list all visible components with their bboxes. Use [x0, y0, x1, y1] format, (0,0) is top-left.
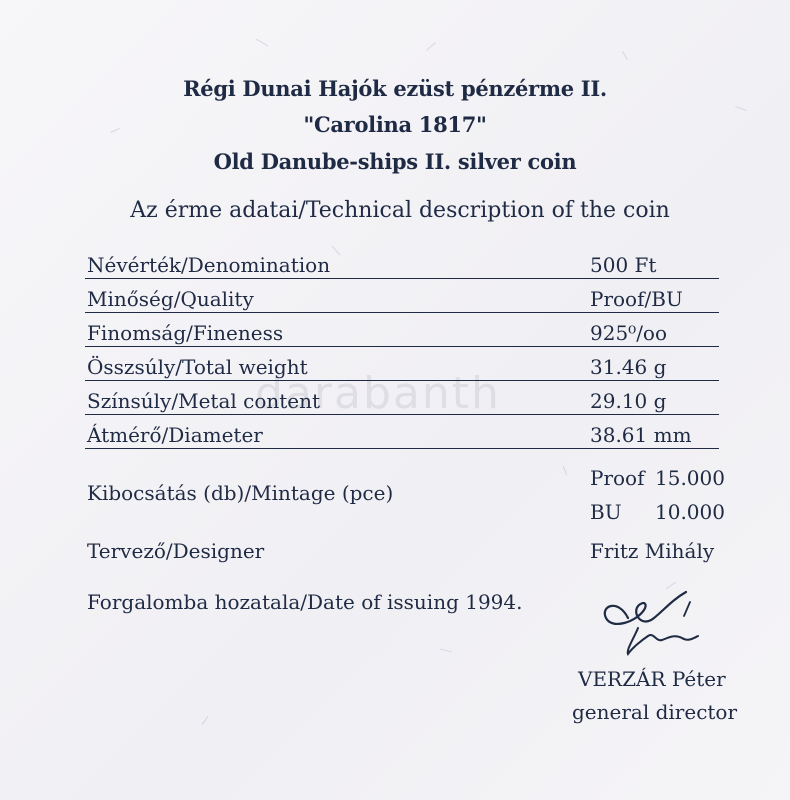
signatory-name: VERZÁR Péter — [578, 667, 726, 691]
mintage-bu-label: BU — [590, 500, 622, 524]
watermark: darabanth — [255, 368, 501, 419]
signatory-title: general director — [572, 700, 738, 724]
title-coin-name: "Carolina 1817" — [303, 112, 487, 137]
row-value: 500 Ft — [590, 253, 657, 277]
paper-fiber — [426, 42, 436, 50]
row-label: Minőség/Quality — [87, 287, 254, 311]
designer-value: Fritz Mihály — [590, 539, 715, 563]
row-label: Átmérő/Diameter — [87, 423, 263, 447]
row-value: 925⁰/oo — [590, 321, 668, 345]
table-row — [85, 279, 719, 313]
mintage-proof-label: Proof — [590, 466, 645, 490]
title-english: Old Danube-ships II. silver coin — [213, 149, 577, 174]
mintage-label: Kibocsátás (db)/Mintage (pce) — [87, 481, 394, 505]
signature — [598, 588, 708, 658]
row-label: Összsúly/Total weight — [87, 355, 308, 379]
mintage-proof-value: 15.000 — [655, 466, 725, 490]
table-row — [85, 245, 719, 279]
title-hungarian: Régi Dunai Hajók ezüst pénzérme II. — [183, 76, 607, 101]
row-label: Finomság/Fineness — [87, 321, 284, 345]
row-value: 31.46 g — [590, 355, 667, 379]
issue-date: Forgalomba hozatala/Date of issuing 1994. — [87, 590, 523, 614]
paper-fiber — [735, 106, 747, 111]
section-subtitle: Az érme adatai/Technical description of the coin — [130, 198, 670, 223]
row-value: 29.10 g — [590, 389, 667, 413]
table-row — [85, 313, 719, 347]
table-row — [85, 381, 719, 415]
paper-fiber — [563, 466, 567, 476]
paper-fiber — [202, 716, 209, 725]
table-row — [85, 347, 719, 381]
row-value: Proof/BU — [590, 287, 683, 311]
designer-label: Tervező/Designer — [87, 539, 265, 563]
table-row — [85, 415, 719, 449]
paper-fiber — [256, 39, 269, 47]
paper-fiber — [622, 51, 628, 60]
paper-fiber — [440, 648, 452, 652]
mintage-bu-value: 10.000 — [655, 500, 725, 524]
row-label: Színsúly/Metal content — [87, 389, 321, 413]
row-label: Névérték/Denomination — [87, 253, 331, 277]
row-value: 38.61 mm — [590, 423, 692, 447]
